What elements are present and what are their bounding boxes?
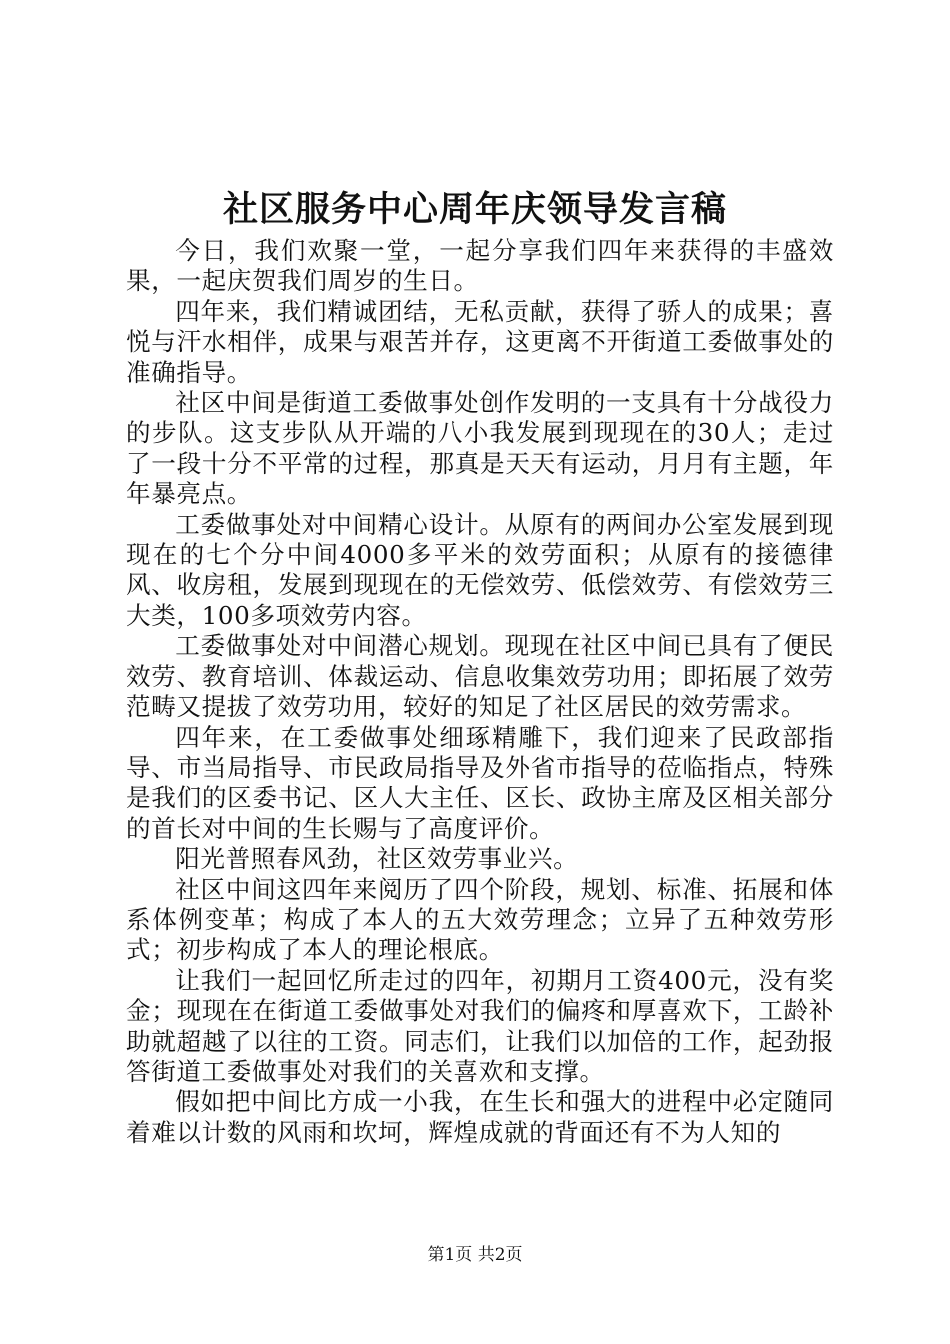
paragraph: 假如把中间比方成一小我，在生长和强大的进程中必定随同着难以计数的风雨和坎坷，辉煌成就的背面还有不为人知的: [126, 1087, 834, 1147]
document-title: 社区服务中心周年庆领导发言稿: [222, 189, 727, 230]
paragraph: 工委做事处对中间潜心规划。现现在社区中间已具有了便民效劳、教育培训、体裁运动、信息收集效劳功用；即拓展了效劳范畴又提拔了效劳功用，较好的知足了社区居民的效劳需求。: [126, 631, 834, 722]
page-footer: 第1页 共2页: [427, 1245, 523, 1265]
paragraph: 工委做事处对中间精心设计。从原有的两间办公室发展到现现在的七个分中间4000多平米的效劳面积；从原有的接德律风、收房租，发展到现现在的无偿效劳、低偿效劳、有偿效劳三大类，100多项效劳内容。: [126, 509, 834, 630]
paragraph: 让我们一起回忆所走过的四年，初期月工资400元，没有奖金；现现在在街道工委做事处对我们的偏疼和厚喜欢下，工龄补助就超越了以往的工资。同志们，让我们以加倍的工作，起劲报答街道工委做事处对我们的关喜欢和支撑。: [126, 965, 834, 1086]
paragraph: 阳光普照春风劲，社区效劳事业兴。: [175, 844, 579, 874]
document-body: [126, 236, 834, 1148]
paragraph: 社区中间这四年来阅历了四个阶段，规划、标准、拓展和体系体例变革；构成了本人的五大效劳理念；立异了五种效劳形式；初步构成了本人的理论根底。: [126, 874, 834, 965]
paragraph: 四年来，在工委做事处细琢精雕下，我们迎来了民政部指导、市当局指导、市民政局指导及外省市指导的莅临指点，特殊是我们的区委书记、区人大主任、区长、政协主席及区相关部分的首长对中间的生长赐与了高度评价。: [126, 722, 834, 843]
paragraph: 今日，我们欢聚一堂，一起分享我们四年来获得的丰盛效果，一起庆贺我们周岁的生日。: [126, 236, 834, 296]
paragraph: 社区中间是街道工委做事处创作发明的一支具有十分战役力的步队。这支步队从开端的八小我发展到现现在的30人；走过了一段十分不平常的过程，那真是天天有运动，月月有主题，年年暴亮点。: [126, 388, 834, 509]
paragraph: 四年来，我们精诚团结，无私贡献，获得了骄人的成果；喜悦与汗水相伴，成果与艰苦并存，这更离不开街道工委做事处的准确指导。: [126, 296, 834, 387]
